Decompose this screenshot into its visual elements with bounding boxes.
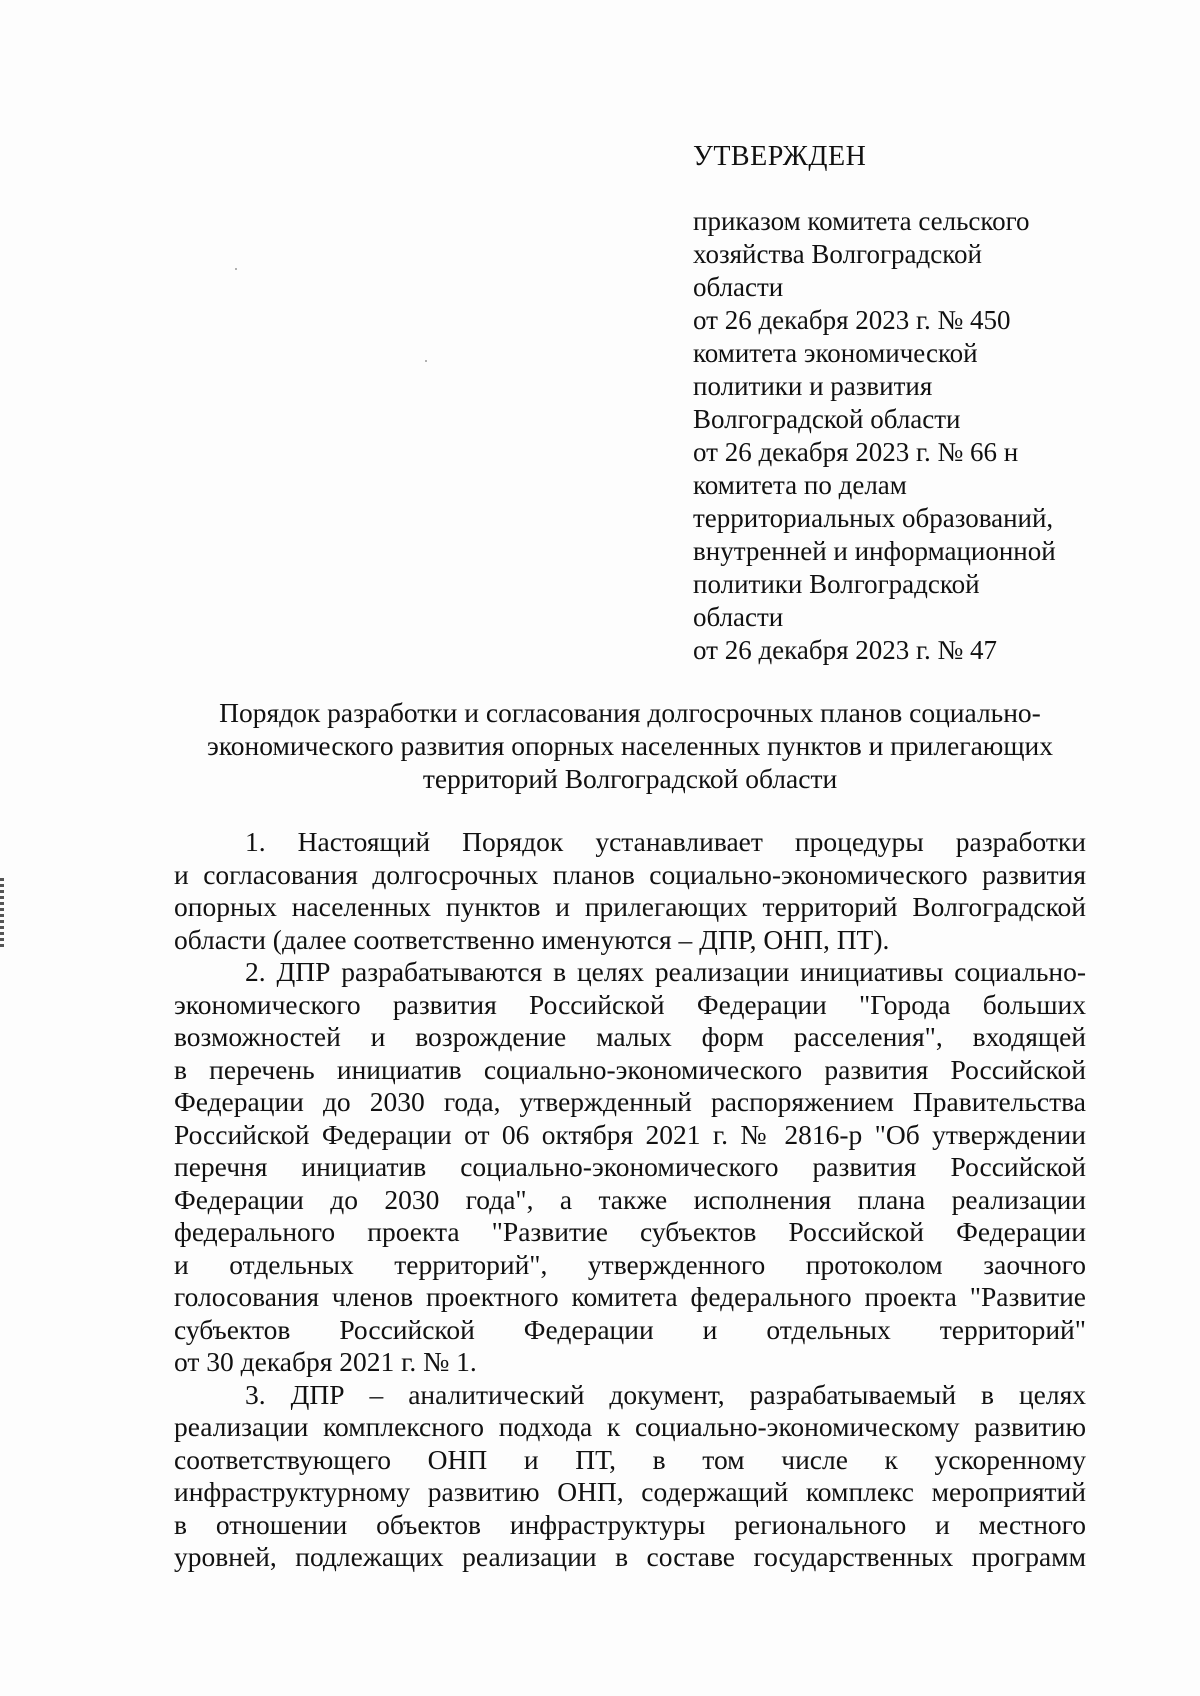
body-line: 2. ДПР разрабатываются в целях реализации инициативы социально- [245,956,1086,987]
document-title [170,696,1090,795]
body-line: субъектов Российской Федерации и отдельных территорий" [174,1313,1086,1345]
body-line: от 30 декабря 2021 г. № 1. [174,1346,477,1377]
title-line: территорий Волгоградской области [422,763,838,794]
approval-line: от 26 декабря 2023 г. № 47 [693,635,998,665]
body-line: Федерации до 2030 года, утвержденный распоряжением Правительства [174,1086,1086,1117]
approval-stamp: УТВЕРЖДЕН [693,141,867,172]
body-line: в отношении объектов инфраструктуры регионального и местного [174,1508,1086,1540]
body-line: опорных населенных пунктов и прилегающих территорий Волгоградской [174,891,1086,922]
body-line: уровней, подлежащих реализации в составе государственных программ [174,1541,1086,1572]
body-line: инфраструктурному развитию ОНП, содержащий комплекс мероприятий [174,1476,1086,1507]
body-line: в перечень инициатив социально-экономического развития Российской [174,1053,1086,1085]
body-line: 1. Настоящий Порядок устанавливает процедуры разработки [245,826,1086,857]
body-line: области (далее соответственно именуются – ДПР, ОНП, ПТ). [174,923,890,955]
approval-block [693,205,1153,667]
approval-line: области [693,272,784,302]
body-line: голосования членов проектного комитета федерального проекта "Развитие [174,1281,1086,1312]
approval-line: Волгоградской области [693,404,961,434]
body-line: реализации комплексного подхода к социально-экономическому развитию [174,1411,1086,1442]
body-line: 3. ДПР – аналитический документ, разрабатываемый в целях [245,1378,1086,1410]
body-line: федерального проекта "Развитие субъектов Российской Федерации [174,1216,1086,1247]
scan-speck [235,268,237,270]
approval-line: комитета по делам [693,470,907,500]
body-line: соответствующего ОНП и ПТ, в том числе к ускоренному [174,1443,1086,1475]
approval-line: области [693,602,784,632]
approval-line: политики Волгоградской [693,569,980,599]
body-line: экономического развития Российской Федерации "Города больших [174,988,1086,1020]
approval-line: от 26 декабря 2023 г. № 450 [693,305,1011,335]
title-line: экономического развития опорных населенных пунктов и прилегающих [207,730,1053,761]
approval-line: территориальных образований, [693,503,1054,533]
body-line: и отдельных территорий", утвержденного протоколом заочного [174,1248,1086,1280]
approval-line: хозяйства Волгоградской [693,239,982,269]
approval-line: комитета экономической [693,338,978,368]
approval-line: внутренней и информационной [693,536,1056,566]
scan-speck [425,360,427,362]
body-line: возможностей и возрождение малых форм расселения", входящей [174,1021,1086,1052]
approval-line: приказом комитета сельского [693,206,1030,236]
body-line: Федерации до 2030 года", а также исполнения плана реализации [174,1183,1086,1215]
body-line: перечня инициатив социально-экономического развития Российской [174,1151,1086,1182]
document-body [174,826,1086,1574]
body-line: и согласования долгосрочных планов социально-экономического развития [174,858,1086,890]
body-line: Российской Федерации от 06 октября 2021 г. № 2816-р "Об утверждении [174,1118,1086,1150]
approval-line: политики и развития [693,371,933,401]
scan-margin-mark [0,878,4,950]
title-line: Порядок разработки и согласования долгосрочных планов социально- [219,697,1041,728]
approval-line: от 26 декабря 2023 г. № 66 н [693,437,1019,467]
